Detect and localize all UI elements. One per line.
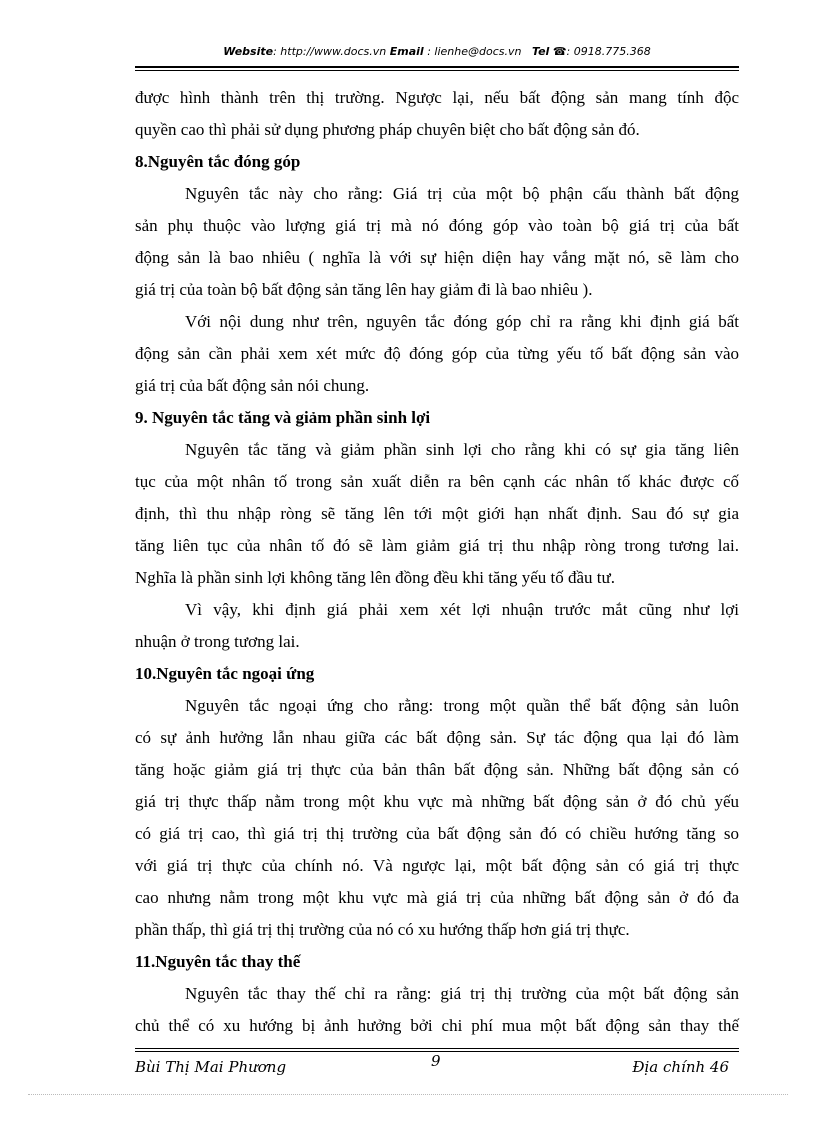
tel-label: Tel	[531, 45, 550, 58]
page-body	[135, 82, 739, 1042]
paragraph	[135, 978, 739, 1042]
text-line: Nguyên tắc tăng và giảm phần sinh lợi cho rằng khi có sự gia tăng liên	[185, 440, 739, 459]
paragraph	[135, 434, 739, 594]
text-line: tăng hoặc giảm giá trị thực của bản thân bất động sản. Những bất động sản có	[135, 760, 739, 779]
page-footer	[135, 1054, 739, 1078]
text-line: chủ thể có xu hướng bị ảnh hưởng bởi chi phí mua một bất động sản thay thế	[135, 1016, 739, 1035]
text-line: định, thì thu nhập ròng sẽ tăng lên tới một giới hạn nhất định. Sau đó sự gia	[135, 504, 739, 523]
section-heading: 11.Nguyên tắc thay thế	[135, 952, 301, 971]
section-heading: 9. Nguyên tắc tăng và giảm phần sinh lợi	[135, 408, 431, 427]
paragraph	[135, 690, 739, 946]
section-heading: 8.Nguyên tắc đóng góp	[135, 152, 301, 171]
footer-rule	[135, 1048, 739, 1049]
text-line: Nguyên tắc ngoại ứng cho rằng: trong một quần thể bất động sản luôn	[185, 696, 739, 715]
text-line: Nguyên tắc này cho rằng: Giá trị của một bộ phận cấu thành bất động	[185, 184, 739, 203]
paragraph	[135, 178, 739, 306]
text-line: động sản là bao nhiêu ( nghĩa là với sự hiện diện hay vắng mặt nó, sẽ làm cho	[135, 248, 739, 267]
email-label: Email	[389, 45, 424, 58]
email-value: : lienhe@docs.vn	[427, 45, 522, 58]
text-line: được hình thành trên thị trường. Ngược lại, nếu bất động sản mang tính độc	[135, 88, 739, 107]
page-header	[135, 44, 739, 60]
paragraph	[135, 306, 739, 402]
text-line: giá trị thực thấp nằm trong một khu vực mà những bất động sản ở đó chủ yếu	[135, 792, 739, 811]
text-line: Nghĩa là phần sinh lợi không tăng lên đồng đều khi tăng yếu tố đầu tư.	[135, 568, 615, 587]
text-line: động sản cần phải xem xét mức độ đóng góp của từng yếu tố bất động sản vào	[135, 344, 739, 363]
text-line: sản phụ thuộc vào lượng giá trị mà nó đóng góp vào toàn bộ giá trị của bất	[135, 216, 739, 235]
text-line: tục của một nhân tố trong sản xuất diễn ra bên cạnh các nhân tố khác được cố	[135, 472, 739, 491]
text-line: giá trị của toàn bộ bất động sản tăng lên hay giảm đi là bao nhiêu ).	[135, 280, 593, 299]
text-line: Với nội dung như trên, nguyên tắc đóng góp chỉ ra rằng khi định giá bất	[185, 312, 739, 331]
text-line: phần thấp, thì giá trị thị trường của nó có xu hướng thấp hơn giá trị thực.	[135, 920, 630, 939]
phone-icon: ☎	[552, 45, 567, 58]
page-bottom-border	[28, 1094, 788, 1095]
section-heading: 10.Nguyên tắc ngoại ứng	[135, 664, 315, 683]
text-line: quyền cao thì phải sử dụng phương pháp chuyên biệt cho bất động sản đó.	[135, 120, 640, 139]
paragraph	[135, 594, 739, 658]
header-rule	[135, 66, 739, 68]
text-line: cao nhưng nằm trong một khu vực mà giá trị của những bất động sản ở đó đa	[135, 888, 739, 907]
text-line: Nguyên tắc thay thế chỉ ra rằng: giá trị thị trường của một bất động sản	[185, 984, 739, 1003]
header-rule-thin	[135, 70, 739, 71]
website-label: Website	[223, 45, 274, 58]
website-value: : http://www.docs.vn	[273, 45, 387, 58]
page-number: 9	[431, 1052, 441, 1070]
text-line: giá trị của bất động sản nói chung.	[135, 376, 370, 395]
paragraph	[135, 82, 739, 146]
footer-class: Địa chính 46	[632, 1058, 729, 1076]
tel-value: : 0918.775.368	[566, 45, 651, 58]
text-line: có sự ảnh hưởng lẫn nhau giữa các bất động sản. Sự tác động qua lại đó làm	[135, 728, 739, 747]
text-line: với giá trị thực của chính nó. Và ngược lại, một bất động sản có giá trị thực	[135, 856, 739, 875]
text-line: có giá trị cao, thì giá trị thị trường của bất động sản đó có chiều hướng tăng so	[135, 824, 739, 843]
footer-author: Bùi Thị Mai Phương	[135, 1058, 287, 1076]
text-line: Vì vậy, khi định giá phải xem xét lợi nhuận trước mắt cũng như lợi	[185, 600, 739, 619]
text-line: nhuận ở trong tương lai.	[135, 632, 300, 651]
text-line: tăng liên tục của nhân tố đó sẽ làm giảm giá trị thu nhập ròng trong tương lai.	[135, 536, 739, 555]
